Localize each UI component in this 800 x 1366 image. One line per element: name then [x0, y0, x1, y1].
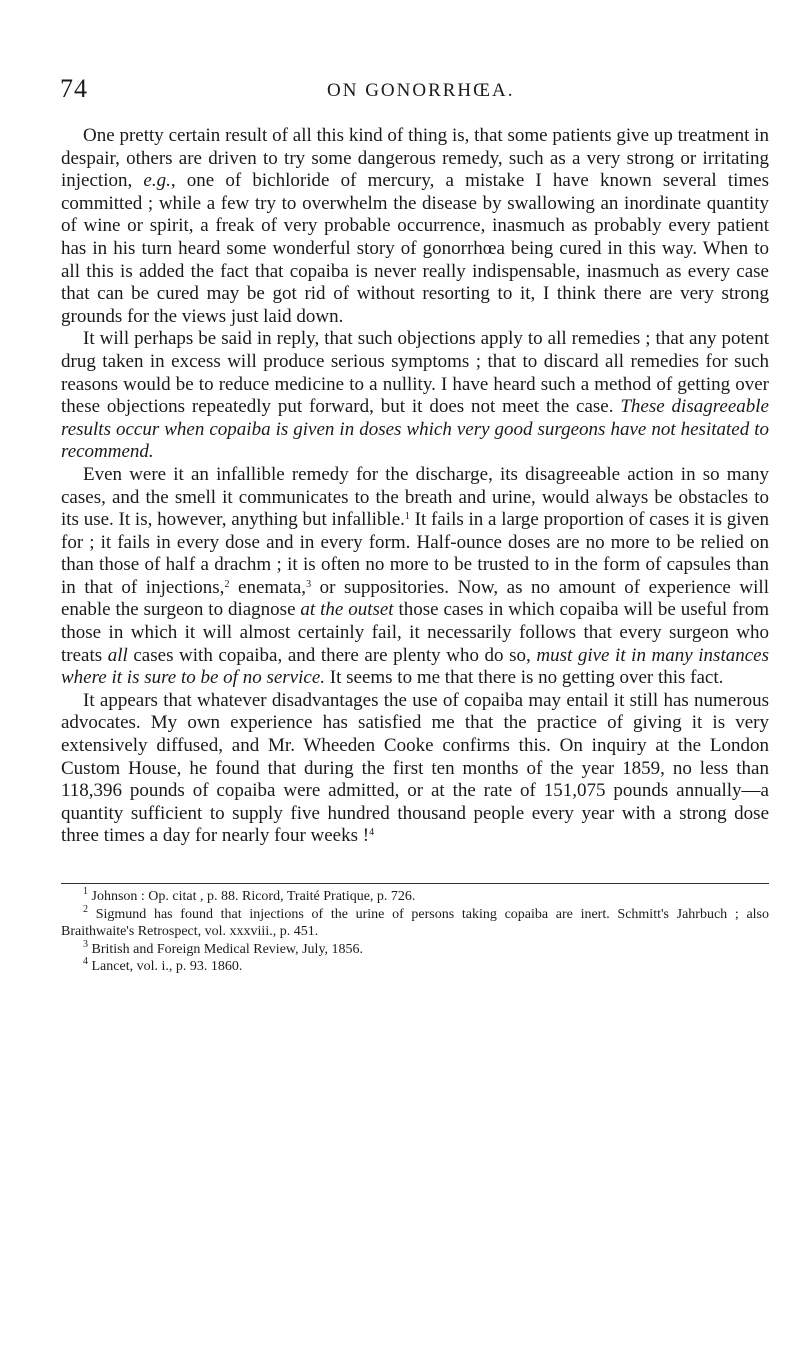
footnote-reference: 2 [224, 578, 230, 590]
footnote-mark: 1 [83, 886, 88, 897]
footnote [61, 958, 769, 976]
paragraph [61, 328, 769, 464]
footnote-mark: 3 [83, 938, 88, 950]
footnote-reference: 3 [306, 578, 312, 590]
text-segment: , one of bichloride of mercury, a mistake I have known several times committed ; while a few try to overwhelm the disease by swallowing an inordinate quantity of wine or spirit, a freak of very probable occurrence, inasmuch as probably every patient has in his turn heard some wonderful story of gonorrhœa being cured in this way. When to all this is added the fact that copaiba is never really indispensable, inasmuch as every case that can be cured may be got rid of without resorting to it, I think there are very strong grounds for the views just laid down. [61, 170, 769, 327]
page-number: 74 [60, 74, 88, 103]
italic-text: at the outset [300, 599, 394, 621]
footnote [61, 938, 769, 959]
page-header [60, 74, 760, 114]
footnote-reference: 1 [404, 511, 410, 523]
text-segment: It seems to me that there is no getting over this fact. [325, 667, 724, 689]
text-segment: It appears that whatever disadvantages the use of copaiba may entail it still has numerous advocates. My own experience has satisfied me that the practice of giving it is very extensively diffused, and Mr. Wheeden Cooke confirms this. On inquiry at the London Custom House, he found that during the first ten months of the year 1859, no less than 118,396 pounds of copaiba were admitted, or at the rate of 151,075 pounds annually—a quantity sufficient to supply five hundred thousand people every year with a strong dose three times a day for nearly four weeks ! [61, 689, 769, 847]
footnote [61, 888, 769, 906]
body-text [61, 125, 769, 848]
footnote-text: British and Foreign Medical Review, July, 1856. [88, 941, 364, 957]
paragraph [61, 690, 769, 848]
text-segment: cases with copaiba, and there are plenty who do so, [127, 644, 537, 666]
italic-text: These disagreeable results occur when copaiba is given in doses which very good surgeons have not hesitated to recommend. [61, 396, 769, 463]
paragraph [61, 464, 769, 690]
text-segment: It will perhaps be said in reply, that such objections apply to all remedies ; that any potent drug taken in excess will produce serious symptoms ; that to discard all remedies for such reasons would be to reduce medicine to a nullity. I have heard such a method of getting over these objections repeatedly put forward, but it does not meet the case. [61, 328, 769, 418]
footnote [61, 903, 769, 941]
italic-text: must give it in many instances where it is sure to be of no service. [61, 644, 769, 689]
text-segment: Even were it an infallible remedy for the discharge, its disagreeable action in so many cases, and the smell it communicates to the breath and urine, would always be obstacles to its use. It is, however, anything but infallible. [61, 463, 769, 531]
text-segment: It fails in a large proportion of cases it is given for ; it fails in every dose and in every form. Half-ounce doses are no more to be relied on than those of half a drachm ; it is often no more to be trusted to in the form of capsules than in that of injections, [61, 509, 769, 598]
text-segment: One pretty certain result of all this kind of thing is, that some patients give up treatment in despair, others are driven to try some dangerous remedy, such as a very strong or irritating injection, [61, 125, 769, 192]
text-segment: those cases in which copaiba will be useful from those in which it will almost certainly fail, it necessarily follows that every surgeon who treats [61, 599, 769, 666]
text-segment: enemata, [229, 576, 307, 598]
running-title: ON GONORRHŒA. [327, 80, 515, 101]
footnote-text: Sigmund has found that injections of the urine of persons taking copaiba are inert. Schmitt's Jahrbuch ; also Braithwaite's Retrospect, vol. xxxviii., p. 451. [61, 906, 769, 939]
footnote-mark: 4 [83, 956, 88, 967]
footnote-text: Johnson : Op. citat , p. 88. Ricord, Traité Pratique, p. 726. [88, 889, 416, 904]
footnote-text: Lancet, vol. i., p. 93. 1860. [88, 959, 243, 974]
footnote-reference: 4 [369, 827, 375, 839]
paragraph [61, 125, 769, 328]
italic-text: all [107, 644, 128, 666]
footnote-divider [61, 883, 769, 884]
footnotes [61, 888, 769, 976]
footnote-mark: 2 [83, 903, 88, 915]
text-segment: or suppositories. Now, as no amount of experience will enable the surgeon to diagnose [61, 576, 769, 621]
italic-text: e.g. [143, 170, 171, 192]
